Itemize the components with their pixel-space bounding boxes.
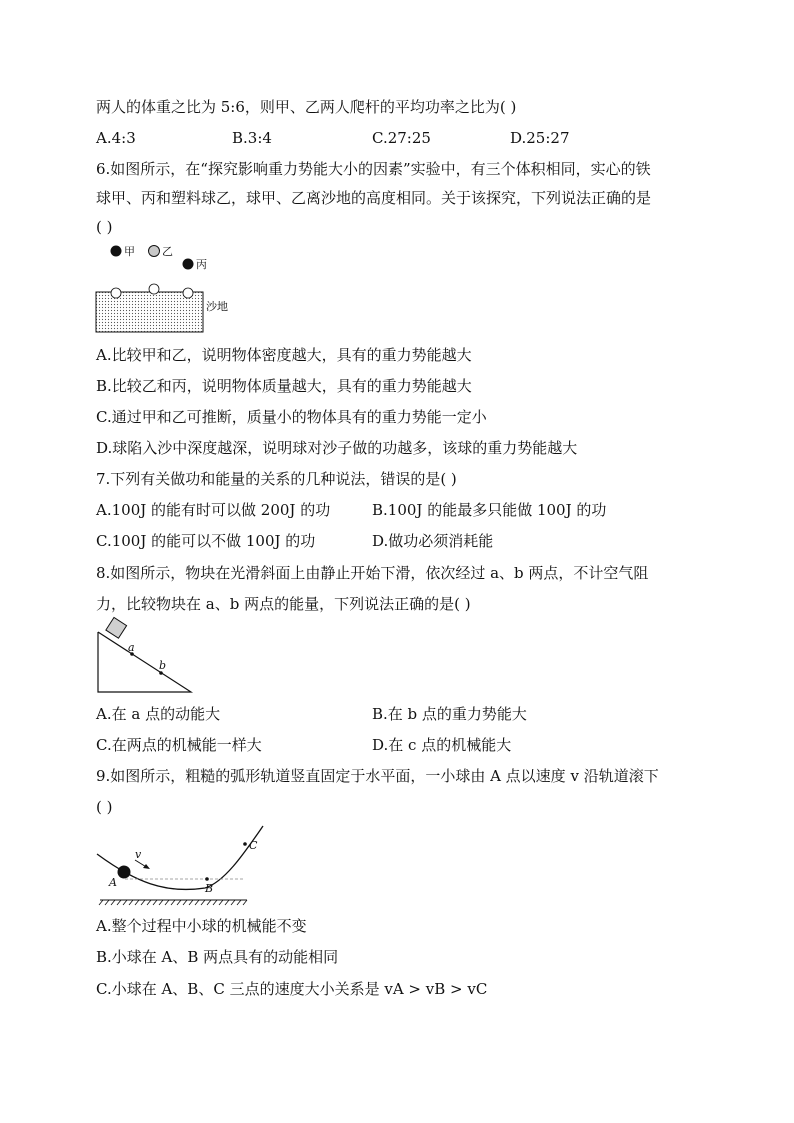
- point-C-dot: [243, 842, 247, 846]
- q6-option-b: B.比较乙和丙，说明物体质量越大，具有的重力势能越大: [96, 377, 472, 395]
- dent-2: [149, 284, 159, 294]
- q9-option-c: C.小球在 A、B、C 三点的速度大小关系是 vA > vB > vC: [96, 980, 488, 998]
- block: [106, 617, 127, 638]
- q8-option-a: A.在 a 点的动能大: [96, 705, 221, 723]
- point-B-label: B: [205, 882, 214, 895]
- q9-option-b: B.小球在 A、B 两点具有的动能相同: [96, 948, 339, 966]
- q7-option-c: C.100J 的能可以不做 100J 的功: [96, 532, 316, 550]
- velocity-arrowhead: [143, 864, 150, 869]
- q5-option-d: D.25:27: [510, 129, 570, 147]
- q7-option-d: D.做功必须消耗能: [372, 532, 494, 550]
- q8-stem-line1: 8.如图所示，物块在光滑斜面上由静止开始下滑，依次经过 a、b 两点，不计空气阻: [96, 564, 649, 582]
- q5-option-b: B.3:4: [232, 129, 272, 147]
- q9-figure-track: [95, 822, 270, 910]
- q5-stem-tail: 两人的体重之比为 5:6，则甲、乙两人爬杆的平均功率之比为( ): [96, 98, 517, 116]
- point-B-dot: [205, 877, 209, 881]
- q5-option-c: C.27:25: [372, 129, 431, 147]
- q9-stem-line2: ( ): [96, 798, 113, 816]
- arc-track: [97, 826, 263, 890]
- q6-stem-line3: ( ): [96, 218, 113, 236]
- ball-jia-label: 甲: [124, 245, 135, 258]
- q6-option-a: A.比较甲和乙，说明物体密度越大，具有的重力势能越大: [96, 346, 472, 364]
- q9-option-a: A.整个过程中小球的机械能不变: [96, 917, 307, 935]
- q6-figure-sand-balls: [95, 240, 245, 335]
- q9-stem-line1: 9.如图所示，粗糙的弧形轨道竖直固定于水平面，一小球由 A 点以速度 v 沿轨道滚下: [96, 767, 659, 785]
- ball: [118, 866, 131, 879]
- q8-figure-incline: [95, 620, 205, 700]
- ball-jia: [111, 246, 122, 257]
- q8-option-b: B.在 b 点的重力势能大: [372, 705, 527, 723]
- q8-stem-line2: 力，比较物块在 a、b 两点的能量，下列说法正确的是( ): [96, 595, 471, 613]
- point-C-label: C: [249, 839, 258, 852]
- q6-stem-line1: 6.如图所示，在“探究影响重力势能大小的因素”实验中，有三个体积相同，实心的铁: [96, 160, 651, 178]
- ball-bing-label: 丙: [196, 258, 207, 271]
- ball-bing: [183, 259, 194, 270]
- point-a-label: a: [128, 641, 135, 654]
- q7-option-b: B.100J 的能最多只能做 100J 的功: [372, 501, 607, 519]
- q7-stem: 7.下列有关做功和能量的关系的几种说法，错误的是( ): [96, 470, 457, 488]
- velocity-label: v: [135, 848, 142, 861]
- incline: [98, 632, 191, 692]
- q6-option-c: C.通过甲和乙可推断，质量小的物体具有的重力势能一定小: [96, 408, 487, 426]
- ball-yi: [149, 246, 160, 257]
- q6-option-d: D.球陷入沙中深度越深，说明球对沙子做的功越多，该球的重力势能越大: [96, 439, 578, 457]
- point-b-label: b: [159, 659, 167, 672]
- dent-3: [183, 288, 193, 298]
- dent-1: [111, 288, 121, 298]
- q8-option-d: D.在 c 点的机械能大: [372, 736, 512, 754]
- point-A-label: A: [109, 876, 117, 889]
- q8-option-c: C.在两点的机械能一样大: [96, 736, 262, 754]
- q7-option-a: A.100J 的能有时可以做 200J 的功: [96, 501, 331, 519]
- ball-yi-label: 乙: [162, 245, 173, 258]
- ground-hatching: [99, 900, 247, 905]
- ground-label: 沙地: [206, 300, 228, 313]
- q5-option-a: A.4:3: [96, 129, 136, 147]
- q6-stem-line2: 球甲、丙和塑料球乙，球甲、乙离沙地的高度相同。关于该探究，下列说法正确的是: [96, 189, 652, 207]
